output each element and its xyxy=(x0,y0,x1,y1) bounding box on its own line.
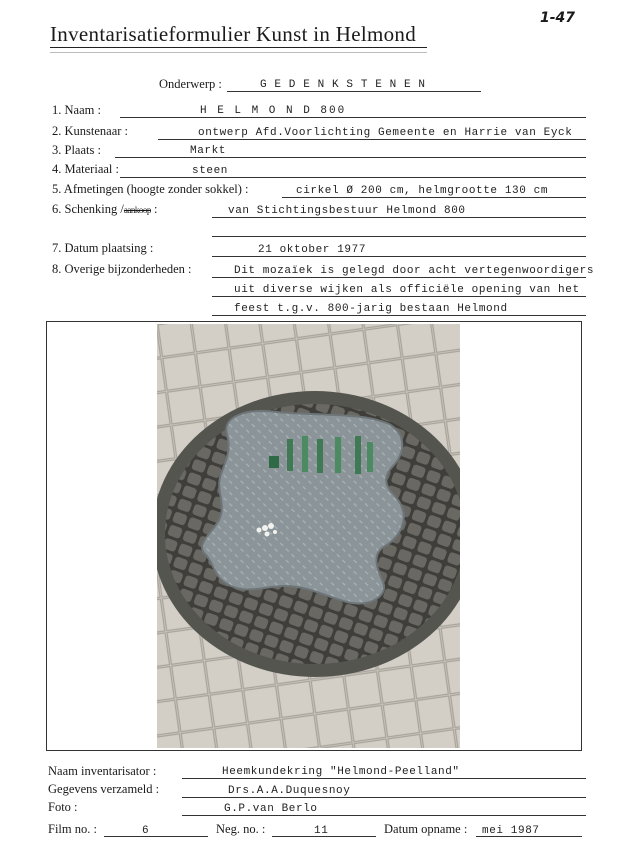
monument-photo xyxy=(157,324,460,748)
gegevens-line xyxy=(182,797,586,798)
materiaal-label: 4. Materiaal : xyxy=(52,162,119,176)
inventarisator-label: Naam inventarisator : xyxy=(48,764,157,778)
subject-value: G E D E N K S T E N E N xyxy=(260,79,426,91)
overige-rule-2 xyxy=(212,296,586,297)
overige-line-1: Dit mozaïek is gelegd door acht vertegenwoordigers xyxy=(234,265,595,277)
gegevens-label: Gegevens verzameld : xyxy=(48,782,160,796)
neg-value: 11 xyxy=(314,825,329,837)
title-underline xyxy=(50,47,427,48)
foto-label: Foto : xyxy=(48,800,78,814)
neg-label: Neg. no. : xyxy=(216,822,266,836)
subject-line xyxy=(227,91,481,92)
foto-line xyxy=(182,815,586,816)
schenking-line xyxy=(212,217,586,218)
kunstenaar-line xyxy=(158,139,586,140)
plaats-value: Markt xyxy=(190,145,227,157)
kunstenaar-value: ontwerp Afd.Voorlichting Gemeente en Harrie van Eyck xyxy=(198,127,573,139)
subject-label: Onderwerp : xyxy=(159,77,222,91)
inventarisator-line xyxy=(182,778,586,779)
overige-line-3: feest t.g.v. 800-jarig bestaan Helmond xyxy=(234,303,508,315)
afmetingen-label: 5. Afmetingen (hoogte zonder sokkel) : xyxy=(52,182,249,196)
foto-value: G.P.van Berlo xyxy=(224,803,318,815)
datum-value: 21 oktober 1977 xyxy=(258,244,367,256)
title-underline-faint xyxy=(50,52,427,53)
schenking-label-struck: aankoop xyxy=(123,205,151,215)
schenking-line-2 xyxy=(212,236,586,237)
film-label: Film no. : xyxy=(48,822,97,836)
gegevens-value: Drs.A.A.Duquesnoy xyxy=(228,785,351,797)
materiaal-value: steen xyxy=(192,165,229,177)
datum-opname-label: Datum opname : xyxy=(384,822,468,836)
overige-label: 8. Overige bijzonderheden : xyxy=(52,262,192,276)
datum-opname-value: mei 1987 xyxy=(482,825,540,837)
afmetingen-value: cirkel Ø 200 cm, helmgrootte 130 cm xyxy=(296,185,549,197)
inventarisator-value: Heemkundekring "Helmond-Peelland" xyxy=(222,766,460,778)
film-value: 6 xyxy=(142,825,150,837)
plaats-line xyxy=(115,157,586,158)
kunstenaar-label: 2. Kunstenaar : xyxy=(52,124,129,138)
reference-code: 1-47 xyxy=(540,10,576,26)
form-title: Inventarisatieformulier Kunst in Helmond xyxy=(50,22,416,46)
overige-rule-3 xyxy=(212,315,586,316)
plaats-label: 3. Plaats : xyxy=(52,143,101,157)
naam-label: 1. Naam : xyxy=(52,103,101,117)
schenking-label-suffix: : xyxy=(150,202,158,216)
neg-line xyxy=(272,836,376,837)
datum-opname-line xyxy=(476,836,582,837)
schenking-label xyxy=(52,202,157,217)
overige-line-2: uit diverse wijken als officiële opening van het xyxy=(234,284,580,296)
datum-label: 7. Datum plaatsing : xyxy=(52,241,154,255)
schenking-value: van Stichtingsbestuur Helmond 800 xyxy=(228,205,466,217)
materiaal-line xyxy=(120,177,586,178)
film-line xyxy=(104,836,208,837)
schenking-label-prefix: 6. Schenking / xyxy=(52,202,124,216)
afmetingen-line xyxy=(282,197,586,198)
naam-value: H E L M O N D 800 xyxy=(200,105,347,117)
datum-line xyxy=(212,256,586,257)
naam-line xyxy=(120,117,586,118)
overige-rule-1 xyxy=(212,277,586,278)
